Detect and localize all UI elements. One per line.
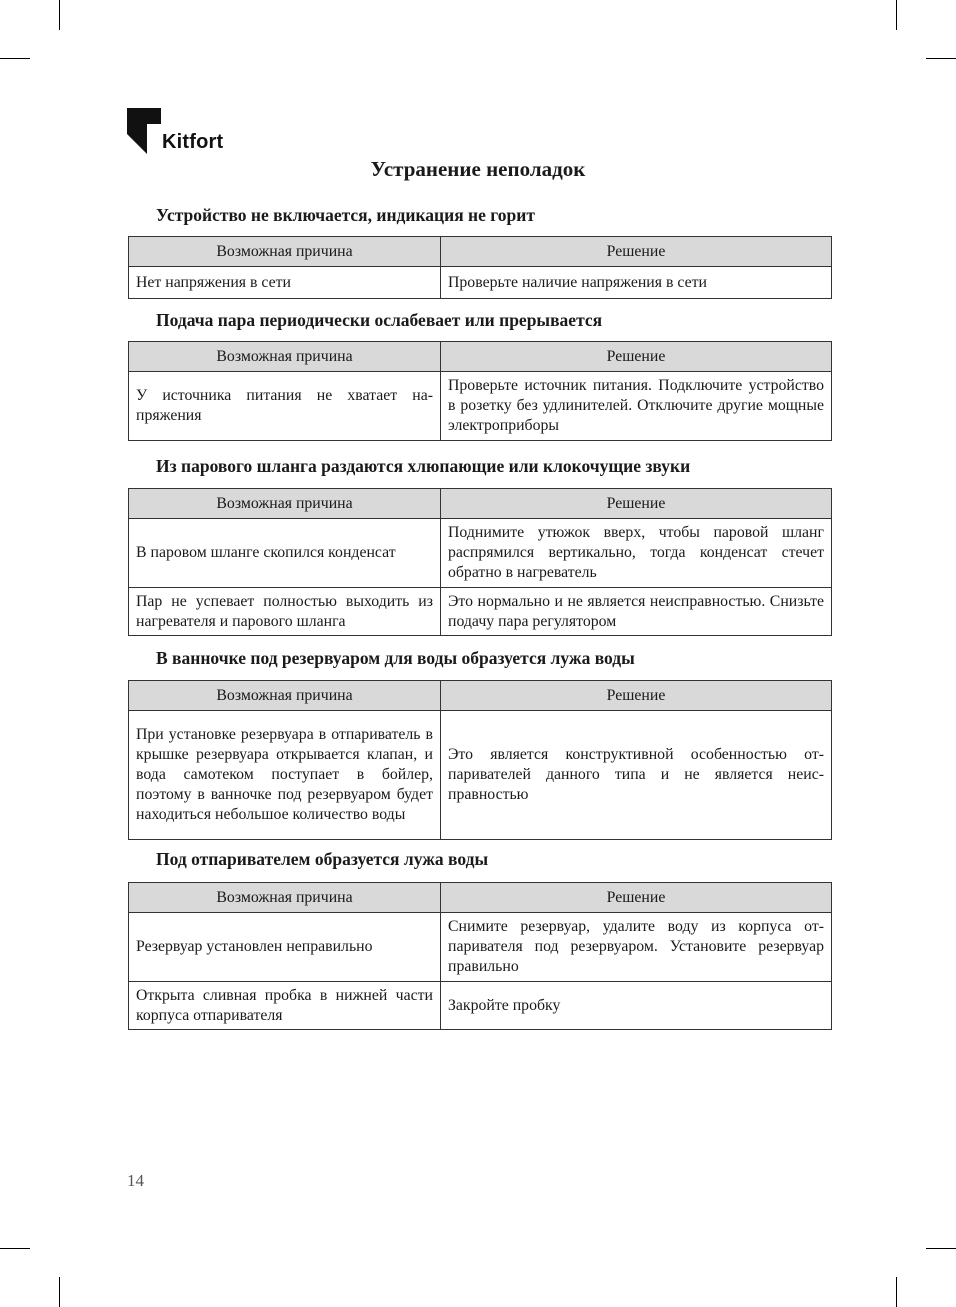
table-row [129,913,832,982]
troubleshooting-table [128,341,832,441]
table-row [129,588,832,636]
page-title: Устранение неполадок [370,157,586,181]
cause-cell: Нет напряжения в сети [129,267,441,299]
crop-mark [896,0,897,30]
cause-cell: У источника питания не хватает напряжения [129,372,441,441]
header-solution: Решение [441,489,832,519]
header-solution: Решение [441,237,832,267]
header-cause: Возможная причина [129,342,441,372]
header-cause: Возможная причина [129,237,441,267]
table-header-row [129,681,832,711]
cause-cell: Резервуар установлен неправильно [129,913,441,982]
table-row [129,267,832,299]
crop-mark [0,1248,30,1249]
table-row [129,372,832,441]
troubleshooting-table [128,680,832,840]
section-heading: Подача пара периодически ослабевает или прерывается [156,310,603,330]
brand-name: Kitfort [162,131,224,153]
crop-mark [0,58,30,59]
section-heading: Устройство не включается, индикация не горит [156,205,535,225]
table-header-row [129,883,832,913]
table-row [129,982,832,1030]
header-cause: Возможная причина [129,681,441,711]
header-cause: Возможная причина [129,489,441,519]
section-heading: В ванночке под резервуаром для воды образуется лужа воды [156,648,635,668]
table-row [129,519,832,588]
crop-mark [926,58,956,59]
solution-cell: Проверьте наличие напряжения в сети [441,267,832,299]
header-solution: Решение [441,342,832,372]
solution-cell: Поднимите утюжок вверх, чтобы паровой шланг распрямился вертикально, тогда конденсат стечет обратно в нагреватель [441,519,832,588]
header-cause: Возможная причина [129,883,441,913]
table-row [129,711,832,840]
troubleshooting-table [128,882,832,1030]
table-header-row [129,342,832,372]
brand-logo [127,108,223,154]
page-number: 14 [127,1171,144,1190]
cause-cell: Пар не успевает полностью выходить из нагревателя и парового шланга [129,588,441,636]
table-header-row [129,489,832,519]
solution-cell: Снимите резервуар, удалите воду из корпуса отпаривателя под резервуаром. Установите резервуар правильно [441,913,832,982]
crop-mark [59,0,60,30]
solution-cell: Это нормально и не является неисправностью. Снизьте подачу пара регулятором [441,588,832,636]
cause-cell: При установке резервуара в отпариватель в крышке резервуара открывается клапан, и вода самотеком поступает в бойлер, поэтому в ванночке под резервуаром будет находиться небольшое количество воды [129,711,441,840]
crop-mark [59,1277,60,1307]
table-header-row [129,237,832,267]
crop-mark [926,1248,956,1249]
troubleshooting-table [128,488,832,636]
cause-cell: Открыта сливная пробка в нижней части корпуса отпаривателя [129,982,441,1030]
crop-mark [896,1277,897,1307]
header-solution: Решение [441,681,832,711]
section-heading: Под отпаривателем образуется лужа воды [156,849,489,869]
solution-cell: Проверьте источник питания. Подключите устройство в розетку без удлинителей. Отключите другие мощные электроприборы [441,372,832,441]
section-heading: Из парового шланга раздаются хлюпающие или клокочущие звуки [156,456,691,476]
kitfort-logo-icon [127,108,161,154]
solution-cell: Закройте пробку [441,982,832,1030]
header-solution: Решение [441,883,832,913]
cause-cell: В паровом шланге скопился конденсат [129,519,441,588]
solution-cell: Это является конструктивной особенностью отпаривателей данного типа и не является неисправностью [441,711,832,840]
troubleshooting-table [128,236,832,299]
